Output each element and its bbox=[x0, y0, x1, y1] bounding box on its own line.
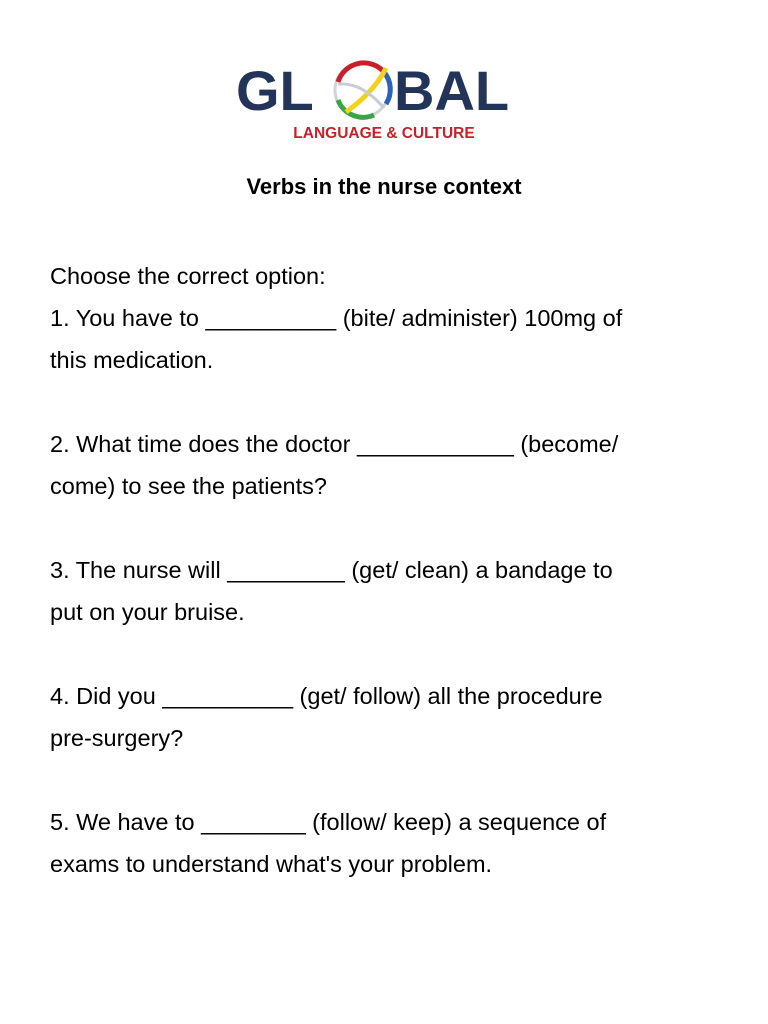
global-logo bbox=[0, 52, 768, 152]
question-2-line-1: 2. What time does the doctor ____________ (become/ bbox=[50, 431, 619, 457]
question-3-line-2: put on your bruise. bbox=[50, 599, 245, 625]
question-3-line-1: 3. The nurse will _________ (get/ clean) a bandage to bbox=[50, 557, 613, 583]
globe-icon bbox=[335, 63, 390, 117]
logo-tagline: LANGUAGE & CULTURE bbox=[293, 125, 475, 142]
question-4-line-2: pre-surgery? bbox=[50, 725, 184, 751]
logo-letters-gl: GL bbox=[236, 59, 314, 122]
question-4-line-1: 4. Did you __________ (get/ follow) all the procedure bbox=[50, 683, 603, 709]
global-logo-graphic bbox=[234, 52, 534, 152]
question-2-line-2: come) to see the patients? bbox=[50, 473, 327, 499]
question-5-line-1: 5. We have to ________ (follow/ keep) a sequence of bbox=[50, 809, 607, 835]
question-1-line-2: this medication. bbox=[50, 347, 214, 373]
logo-letters-bal: BAL bbox=[394, 59, 510, 122]
exercise-body bbox=[50, 255, 730, 885]
question-1-line-1: 1. You have to __________ (bite/ administer) 100mg of bbox=[50, 305, 623, 331]
instruction: Choose the correct option: bbox=[50, 263, 326, 289]
question-5-line-2: exams to understand what's your problem. bbox=[50, 851, 493, 877]
page-title: Verbs in the nurse context bbox=[246, 174, 522, 199]
